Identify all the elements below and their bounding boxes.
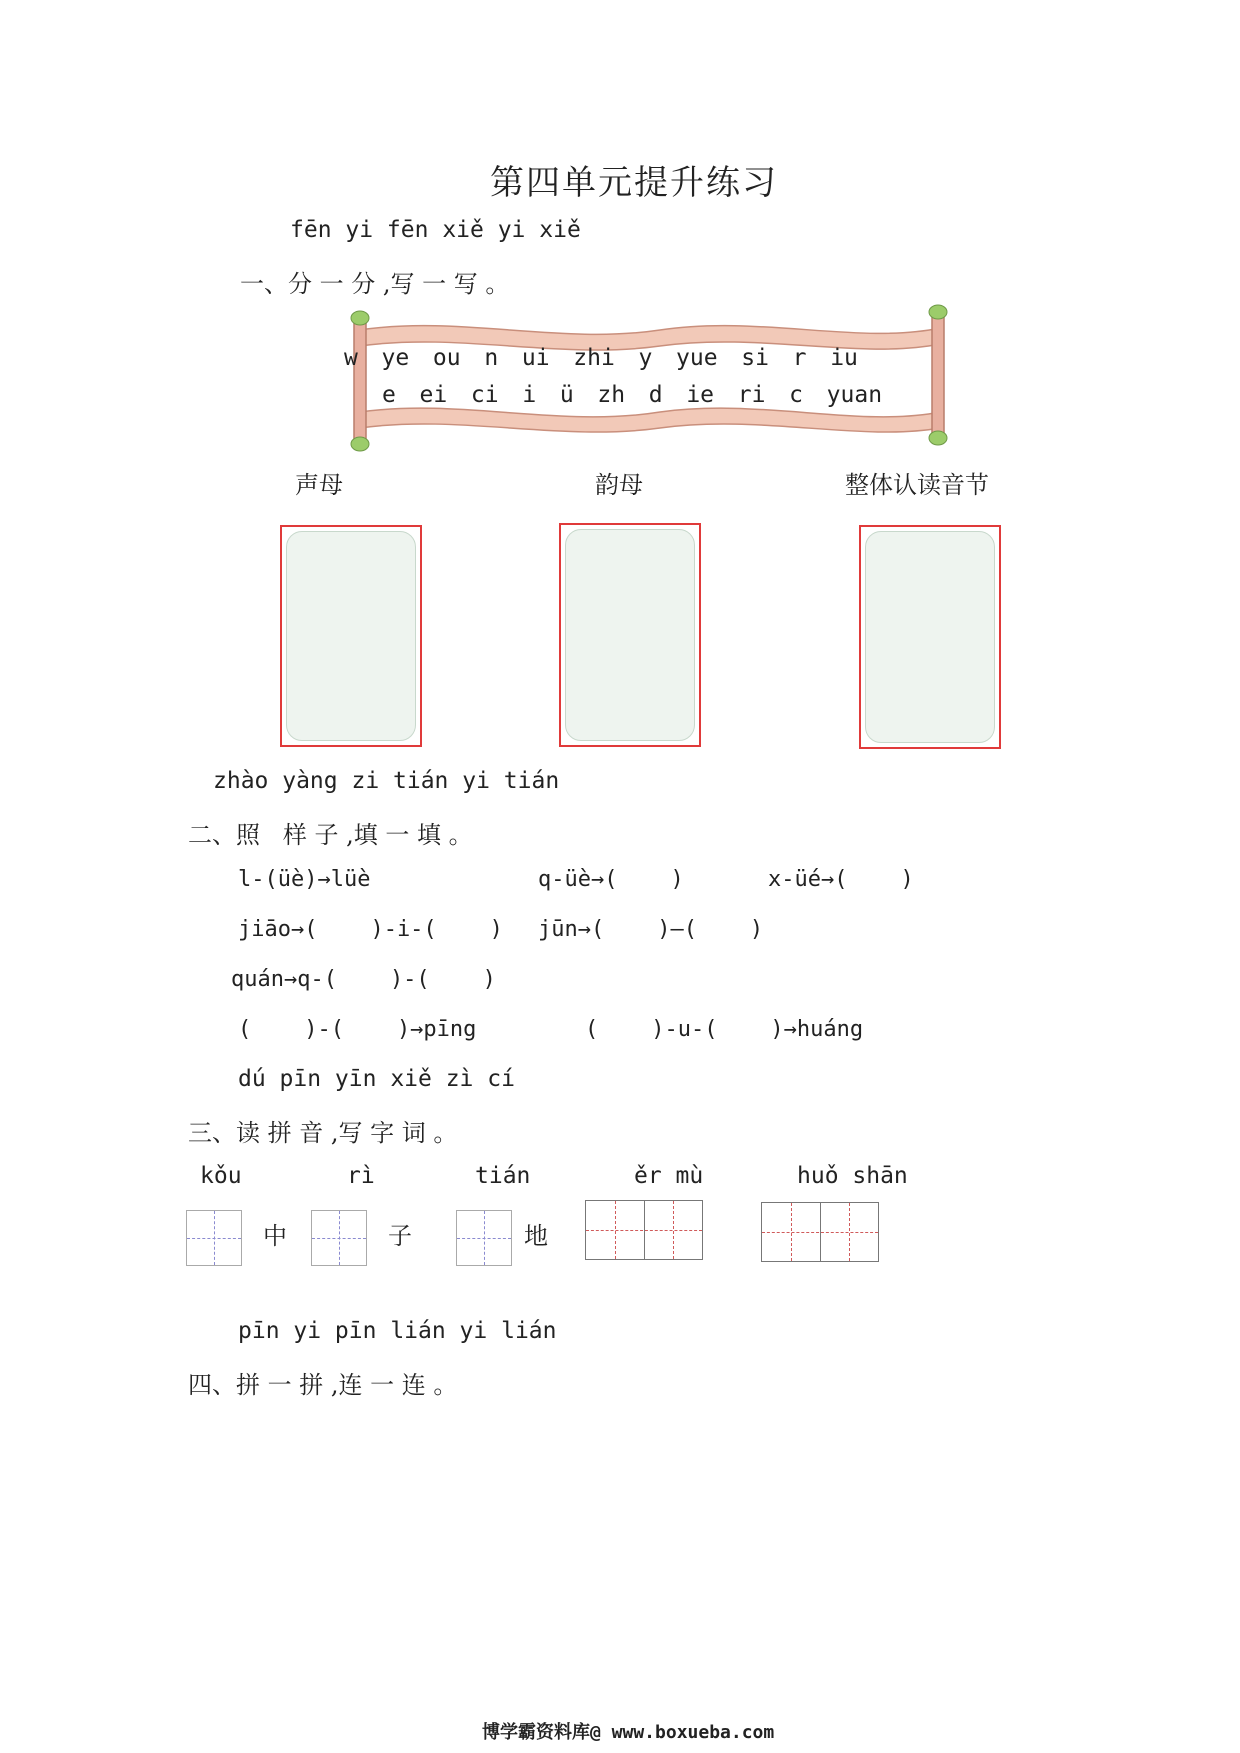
section4-pinyin: pīn yi pīn lián yi lián xyxy=(238,1318,557,1344)
section3-heading: 三、读 拼 音 ,写 字 词 。 xyxy=(188,1119,458,1147)
footer-watermark: 博学霸资料库@ www.boxueba.com xyxy=(482,1722,775,1743)
word-pinyin-kou: kǒu xyxy=(200,1163,242,1189)
word-pinyin-ri: rì xyxy=(347,1163,375,1189)
section2-heading: 二、照 样 子 ,填 一 填 。 xyxy=(188,821,473,849)
example-row1-b[interactable]: q-üè→( ) xyxy=(538,867,684,892)
word-char-di: 地 xyxy=(524,1222,548,1250)
section3-pinyin: dú pīn yīn xiě zì cí xyxy=(238,1066,515,1092)
example-row1-a: l-(üè)→lüè xyxy=(238,867,371,892)
section1-pinyin: fēn yi fēn xiě yi xiě xyxy=(290,217,581,243)
example-row2-a[interactable]: jiāo→( )-i-( ) xyxy=(238,917,503,942)
category-label-yunmu: 韵母 xyxy=(595,471,643,499)
example-row4-b[interactable]: ( )-u-( )→huáng xyxy=(585,1017,864,1042)
word-pinyin-tian: tián xyxy=(475,1163,531,1189)
example-row3-a[interactable]: quán→q-( )-( ) xyxy=(231,967,496,992)
example-row1-c[interactable]: x-üé→( ) xyxy=(768,867,914,892)
section1-heading: 一、分 一 分 ,写 一 写 。 xyxy=(240,270,510,298)
word-pinyin-huoshan: huǒ shān xyxy=(797,1163,908,1189)
section2-pinyin: zhào yàng zi tián yi tián xyxy=(213,768,560,794)
writing-grid-kou[interactable] xyxy=(186,1210,242,1266)
answer-box-shengmu[interactable] xyxy=(280,525,422,747)
word-char-zhong: 中 xyxy=(263,1222,287,1250)
scroll-row-2: e ei ci i ü zh d ie ri c yuan xyxy=(382,382,883,408)
scroll-row-1: w ye ou n ui zhi y yue si r iu xyxy=(344,345,858,371)
writing-grid-ri[interactable] xyxy=(311,1210,367,1266)
example-row4-a[interactable]: ( )-( )→pīng xyxy=(238,1017,477,1042)
page-title: 第四单元提升练习 xyxy=(490,163,778,203)
section4-heading: 四、拼 一 拼 ,连 一 连 。 xyxy=(188,1371,458,1399)
answer-box-yunmu[interactable] xyxy=(559,523,701,747)
writing-grid-huoshan[interactable] xyxy=(761,1202,879,1262)
word-pinyin-ermu: ěr mù xyxy=(634,1163,704,1189)
example-row2-b[interactable]: jūn→( )—( ) xyxy=(538,917,764,942)
answer-box-zhengti[interactable] xyxy=(859,525,1001,749)
word-char-zi: 子 xyxy=(388,1222,412,1250)
writing-grid-ermu[interactable] xyxy=(585,1200,703,1260)
scroll-banner xyxy=(340,300,960,460)
writing-grid-tian[interactable] xyxy=(456,1210,512,1266)
category-label-zhengti: 整体认读音节 xyxy=(845,471,989,499)
category-label-shengmu: 声母 xyxy=(295,471,343,499)
